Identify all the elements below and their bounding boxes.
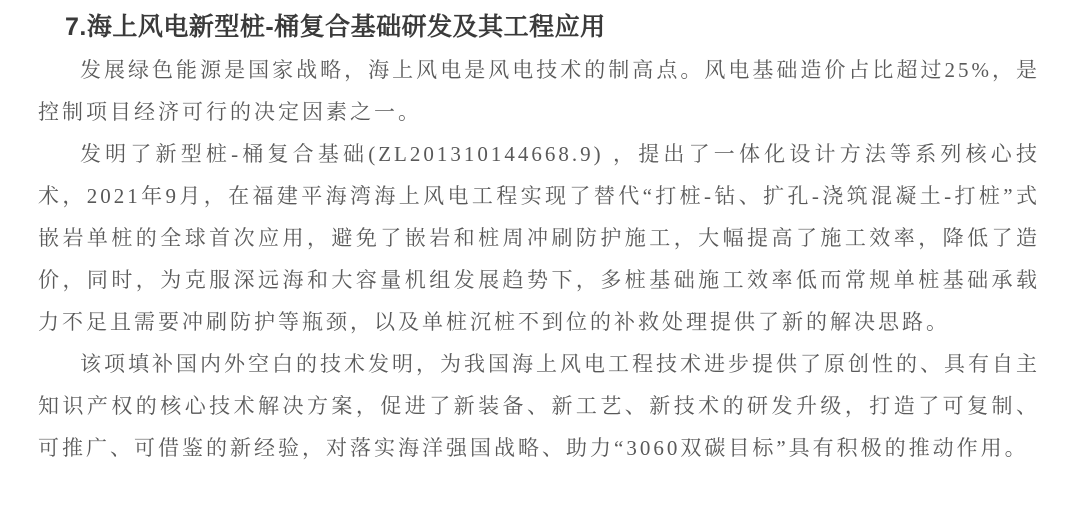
paragraph-3: 该项填补国内外空白的技术发明，为我国海上风电工程技术进步提供了原创性的、具有自主知识产权的核心技术解决方案，促进了新装备、新工艺、新技术的研发升级，打造了可复制、可推广、可借鉴的新经验，对落实海洋强国战略、助力“3060双碳目标”具有积极的推动作用。 <box>38 352 1040 460</box>
section-title: 7.海上风电新型桩-桶复合基础研发及其工程应用 <box>65 13 606 41</box>
paragraph-1: 发展绿色能源是国家战略，海上风电是风电技术的制高点。风电基础造价占比超过25%，是控制项目经济可行的决定因素之一。 <box>38 58 1040 124</box>
paragraph-2: 发明了新型桩-桶复合基础(ZL201310144668.9) ，提出了一体化设计方法等系列核心技术，2021年9月，在福建平海湾海上风电工程实现了替代“打桩-钻、扩孔-浇筑混凝土-打桩”式嵌岩单桩的全球首次应用，避免了嵌岩和桩周冲刷防护施工，大幅提高了施工效率，降低了造价，同时，为克服深远海和大容量机组发展趋势下，多桩基础施工效率低而常规单桩基础承载力不足且需要冲刷防护等瓶颈，以及单桩沉桩不到位的补救处理提供了新的解决思路。 <box>38 142 1040 334</box>
